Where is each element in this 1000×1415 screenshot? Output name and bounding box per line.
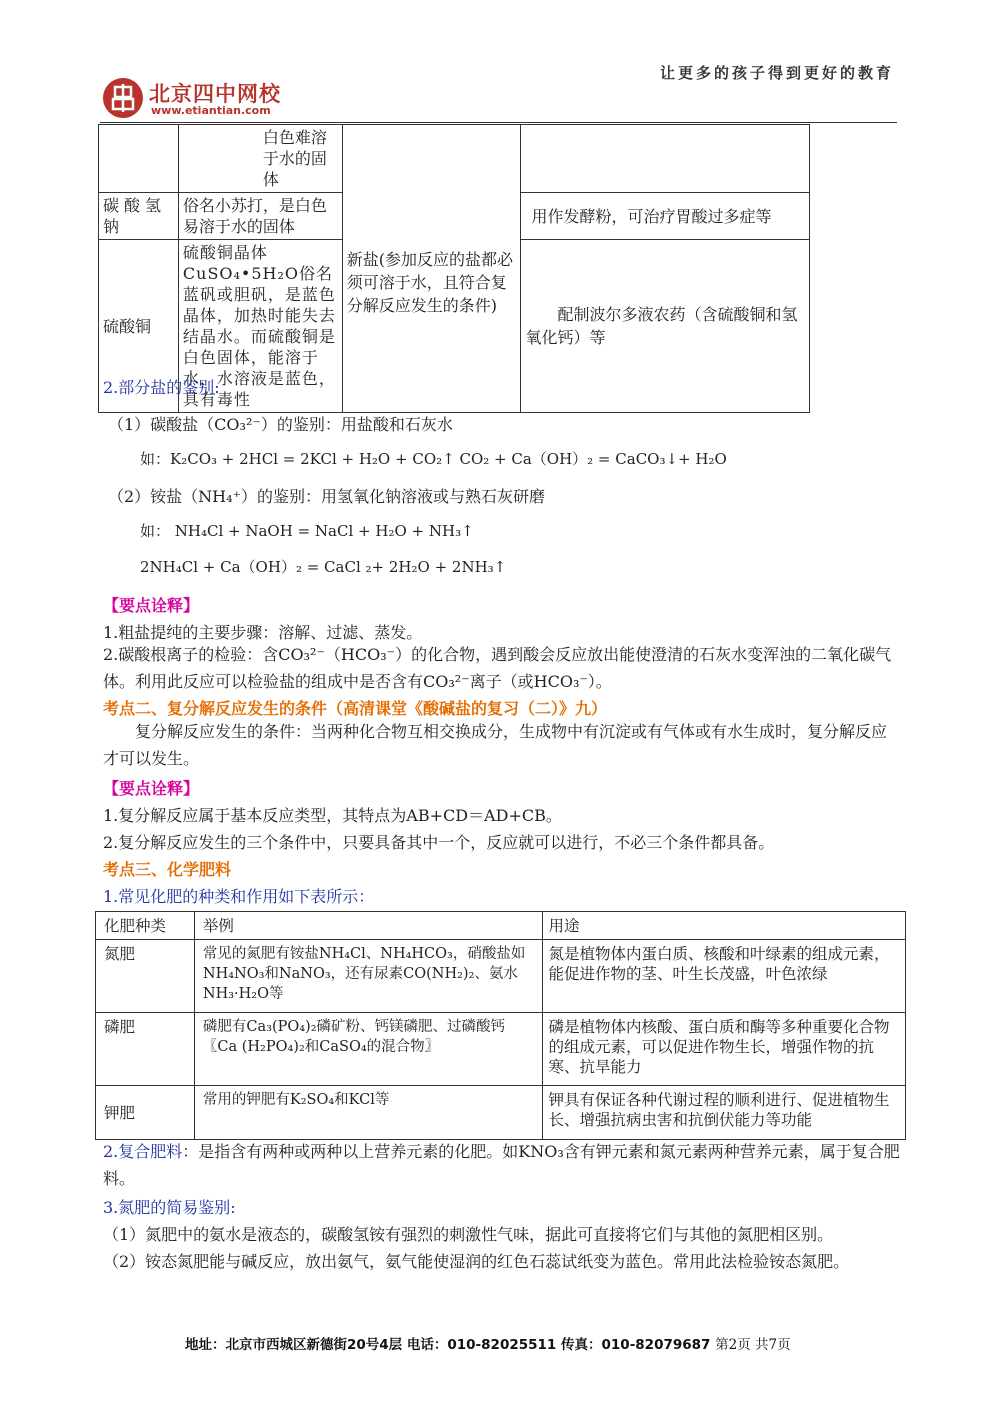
note-item: 1.粗盐提纯的主要步骤：溶解、过滤、蒸发。 (103, 623, 423, 642)
salt-name (99, 125, 179, 193)
note-item: 1.复分解反应属于基本反应类型，其特点为AB+CD＝AD+CB。 (103, 806, 562, 825)
header-slogan: 让更多的孩子得到更好的教育 (660, 64, 895, 82)
header-divider (100, 122, 897, 123)
logo-text: 北京四中网校 (149, 81, 281, 106)
carbonate-title: （1）碳酸盐（CO₃²⁻）的鉴别：用盐酸和石灰水 (108, 415, 453, 434)
identify-heading: 2.部分盐的鉴别: (103, 378, 220, 397)
fertilizer-example: 常见的氮肥有铵盐NH₄Cl、NH₄HCO₃，硝酸盐如NH₄NO₃和NaNO₃，还有尿素CO(NH₂)₂、氨水NH₃·H₂O等 (194, 940, 542, 1013)
salt-name: 硫酸铜 (99, 240, 179, 413)
salt-use: 配制波尔多液农药（含硫酸铜和氢氧化钙）等 (521, 240, 810, 413)
salt-desc: 硫酸铜晶体CuSO₄•5H₂O俗名蓝矾或胆矾，是蓝色晶体，加热时能失去结晶水。而硫酸铜是白色固体，能溶于水，水溶液是蓝色，具有毒性 (178, 240, 342, 413)
compound-text: ：是指含有两种或两种以上营养元素的化肥。如KNO₃含有钾元素和氮元素两种营养元素，属于复合肥料。 (103, 1142, 900, 1188)
table-header-row (96, 912, 906, 940)
page-number: 第2页 共7页 (715, 1337, 791, 1353)
reaction-cell (342, 125, 521, 413)
note-item: 2.复分解反应发生的三个条件中，只要具备其中一个，反应就可以进行，不必三个条件都具备。 (103, 833, 775, 852)
fertilizer-kind: 钾肥 (96, 1086, 195, 1140)
ammonium-equation-1: 如： NH₄Cl + NaOH = NaCl + H₂O + NH₃↑ (140, 522, 474, 540)
salt-name: 碳酸氢钠 (99, 193, 179, 240)
fertilizer-kind: 氮肥 (96, 940, 195, 1013)
fertilizer-use: 氮是植物体内蛋白质、核酸和叶绿素的组成元素，能促进作物的茎、叶生长茂盛，叶色浓绿 (542, 940, 906, 1013)
salt-use (521, 125, 810, 193)
compound-fertilizer (103, 1138, 900, 1192)
column-header: 用途 (542, 912, 906, 940)
table-row (96, 1086, 906, 1140)
fertilizer-table (95, 911, 906, 1140)
logo-url: www.etiantian.com (151, 104, 271, 117)
compound-label: 2.复合肥料 (103, 1142, 183, 1161)
school-logo-icon (103, 78, 143, 118)
notes-heading: 【要点诠释】 (103, 596, 200, 615)
salt-desc: 白色难溶于水的固体 (178, 125, 342, 193)
column-header: 化肥种类 (96, 912, 195, 940)
carbonate-equation: 如：K₂CO₃ + 2HCl = 2KCl + H₂O + CO₂↑ CO₂ + Ca（OH）₂ = CaCO₃↓+ H₂O (140, 450, 727, 468)
salt-desc: 俗名小苏打，是白色易溶于水的固体 (178, 193, 342, 240)
nitrogen-item: （2）铵态氮肥能与碱反应，放出氨气，氨气能使湿润的红色石蕊试纸变为蓝色。常用此法检验铵态氮肥。 (103, 1252, 850, 1271)
fertilizer-intro: 1.常见化肥的种类和作用如下表所示： (103, 887, 375, 906)
footer-address: 地址：北京市西城区新德街20号4层 电话：010-82025511 传真：010-82079687 (185, 1337, 711, 1353)
reaction-text: 新盐(参加反应的盐都必须可溶于水，且符合复分解反应发生的条件) (346, 250, 514, 315)
salt-use: 用作发酵粉，可治疗胃酸过多症等 (521, 193, 810, 240)
column-header: 举例 (194, 912, 542, 940)
section-heading: 考点二、复分解反应发生的条件（高清课堂《酸碱盐的复习（二）》九） (103, 699, 608, 718)
nitrogen-heading: 3.氮肥的简易鉴别: (103, 1198, 236, 1217)
section-heading: 考点三、化学肥料 (103, 860, 232, 879)
table-row (99, 125, 810, 193)
fertilizer-example: 磷肥有Ca₃(PO₄)₂磷矿粉、钙镁磷肥、过磷酸钙〖Ca (H₂PO₄)₂和CaSO₄的混合物〗 (194, 1013, 542, 1086)
fertilizer-kind: 磷肥 (96, 1013, 195, 1086)
footer (185, 1333, 791, 1353)
notes-heading: 【要点诠释】 (103, 779, 200, 798)
section-text: 复分解反应发生的条件：当两种化合物互相交换成分，生成物中有沉淀或有气体或有水生成时，复分解反应才可以发生。 (103, 722, 888, 768)
table-row (96, 1013, 906, 1086)
fertilizer-use: 磷是植物体内核酸、蛋白质和酶等多种重要化合物的组成元素，可以促进作物生长，增强作物的抗寒、抗旱能力 (542, 1013, 906, 1086)
fertilizer-example: 常用的钾肥有K₂SO₄和KCl等 (194, 1086, 542, 1140)
ammonium-equation-2: 2NH₄Cl + Ca（OH）₂ = CaCl ₂+ 2H₂O + 2NH₃↑ (140, 558, 507, 576)
nitrogen-item: （1）氮肥中的氨水是液态的，碳酸氢铵有强烈的刺激性气味，据此可直接将它们与其他的氮肥相区别。 (103, 1225, 834, 1244)
table-row (96, 940, 906, 1013)
fertilizer-use: 钾具有保证各种代谢过程的顺利进行、促进植物生长、增强抗病虫害和抗倒伏能力等功能 (542, 1086, 906, 1140)
salt-table (98, 124, 810, 413)
ammonium-title: （2）铵盐（NH₄⁺）的鉴别：用氢氧化钠溶液或与熟石灰研磨 (108, 487, 545, 506)
note-item: 2.碳酸根离子的检验：含CO₃²⁻（HCO₃⁻）的化合物，遇到酸会反应放出能使澄清的石灰水变浑浊的二氧化碳气体。利用此反应可以检验盐的组成中是否含有CO₃²⁻离子（或HCO₃⁻）。 (103, 645, 892, 691)
